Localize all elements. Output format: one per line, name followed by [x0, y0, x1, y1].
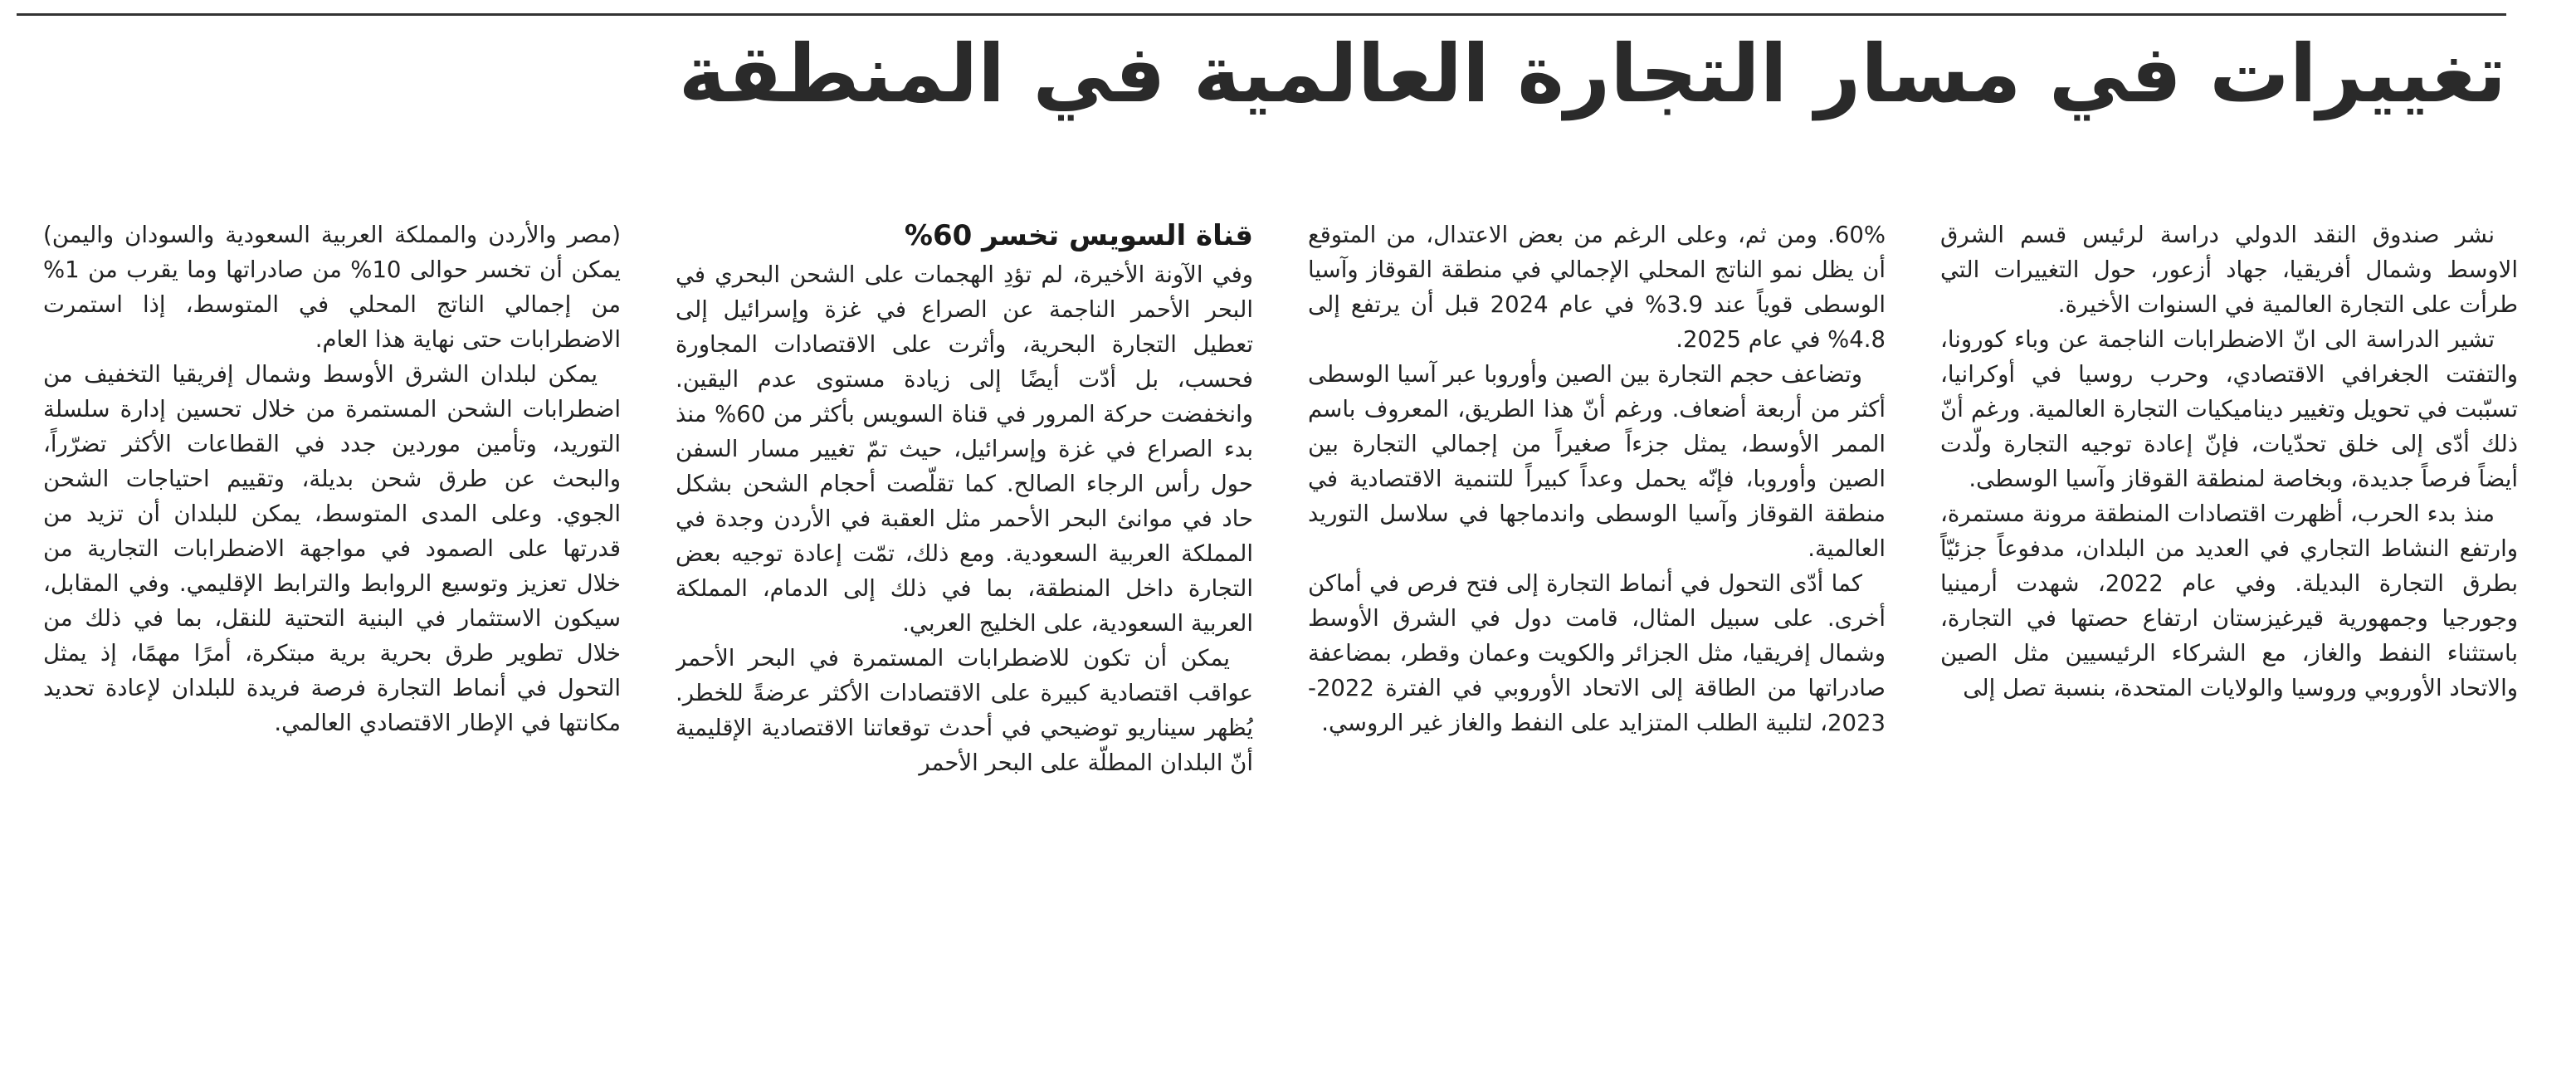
column-1-paragraph-3: منذ بدء الحرب، أظهرت اقتصادات المنطقة مرونة مستمرة، وارتفع النشاط التجاري في العديد من البلدان، مدفوعاً جزئيّاً بطرق التجارة البديلة. وفي عام 2022، شهدت أرمينيا وجورجيا وجمهورية قيرغيزستان ارتفاع حصتها في التجارة، باستثناء النفط والغاز، مع الشركاء الرئيسيين مثل الصين والاتحاد الأوروبي وروسيا والولايات المتحدة، بنسبة تصل إلى — [1940, 501, 2518, 701]
article-column-2 — [1308, 217, 1886, 1081]
article-column-1 — [1940, 217, 2518, 1081]
article-headline: تغييرات في مسار التجارة العالمية في المنطقة — [678, 27, 2506, 120]
column-2-paragraph-2: وتضاعف حجم التجارة بين الصين وأوروبا عبر آسيا الوسطى أكثر من أربعة أضعاف. ورغم أنّ هذا الطريق، المعروف باسم الممر الأوسط، يمثل جزءاً صغيراً من إجمالي التجارة بين الصين وأوروبا، فإنّه يحمل وعداً كبيراً للتنمية الاقتصادية في منطقة القوقاز وآسيا الوسطى واندماجها في سلاسل التوريد العالمية. — [1308, 361, 1886, 562]
column-2-paragraph-3: كما أدّى التحول في أنماط التجارة إلى فتح فرص في أماكن أخرى. على سبيل المثال، قامت دول في الشرق الأوسط وشمال إفريقيا، مثل الجزائر والكويت وعمان وقطر، بمضاعفة صادراتها من الطاقة إلى الاتحاد الأوروبي في الفترة 2022-2023، لتلبية الطلب المتزايد على النفط والغاز غير الروسي. — [1308, 570, 1886, 736]
article-body — [40, 217, 2518, 1081]
section-subheading: قناة السويس تخسر 60% — [904, 219, 1253, 252]
column-4-paragraph-1: (مصر والأردن والمملكة العربية السعودية والسودان واليمن) يمكن أن تخسر حوالى 10% من صادراتها وما يقرب من 1% من إجمالي الناتج المحلي في المتوسط، إذا استمرت الاضطرابات حتى نهاية هذا العام. — [43, 222, 621, 353]
column-1-paragraph-2: تشير الدراسة الى انّ الاضطرابات الناجمة عن وباء كورونا، والتفتت الجغرافي الاقتصادي، وحرب روسيا في أوكرانيا، تسبّبت في تحويل وتغيير ديناميكيات التجارة العالمية. ورغم أنّ ذلك أدّى إلى خلق تحدّيات، فإنّ إعادة توجيه التجارة ولّدت أيضاً فرصاً جديدة، وبخاصة لمنطقة القوقاز وآسيا الوسطى. — [1940, 326, 2518, 492]
column-3-paragraph-1: وفي الآونة الأخيرة، لم تؤدِ الهجمات على الشحن البحري في البحر الأحمر الناجمة عن الصراع في غزة وإسرائيل إلى تعطيل التجارة البحرية، وأثرت على الاقتصادات المجاورة فحسب، بل أدّت أيضًا إلى زيادة مستوى عدم اليقين. وانخفضت حركة المرور في قناة السويس بأكثر من 60% منذ بدء الصراع في غزة وإسرائيل، حيث تمّ تغيير مسار السفن حول رأس الرجاء الصالح. كما تقلّصت أحجام الشحن بشكل حاد في موانئ البحر الأحمر مثل العقبة في الأردن وجدة في المملكة العربية السعودية. ومع ذلك، تمّت إعادة توجيه بعض التجارة داخل المنطقة، بما في ذلك إلى الدمام، المملكة العربية السعودية، على الخليج العربي. — [676, 261, 1253, 637]
top-divider-rule — [17, 13, 2506, 16]
column-2-paragraph-1: 60%. ومن ثم، وعلى الرغم من بعض الاعتدال، من المتوقع أن يظل نمو الناتج المحلي الإجمالي في منطقة القوقاز وآسيا الوسطى قوياً عند 3.9% في عام 2024 قبل أن يرتفع إلى 4.8% في عام 2025. — [1308, 222, 1886, 353]
article-column-4 — [43, 217, 621, 1081]
column-1-paragraph-1: نشر صندوق النقد الدولي دراسة لرئيس قسم الشرق الاوسط وشمال أفريقيا، جهاد أزعور، حول التغييرات التي طرأت على التجارة العالمية في السنوات الأخيرة. — [1940, 222, 2518, 318]
column-3-paragraph-2: يمكن أن تكون للاضطرابات المستمرة في البحر الأحمر عواقب اقتصادية كبيرة على الاقتصادات الأكثر عرضةً للخطر. يُظهر سيناريو توضيحي في أحدث توقعاتنا الاقتصادية الإقليمية أنّ البلدان المطلّة على البحر الأحمر — [676, 645, 1253, 776]
column-4-paragraph-2: يمكن لبلدان الشرق الأوسط وشمال إفريقيا التخفيف من اضطرابات الشحن المستمرة من خلال تحسين إدارة سلسلة التوريد، وتأمين موردين جدد في القطاعات الأكثر تضرّراً، والبحث عن طرق شحن بديلة، وتقييم احتياجات الشحن الجوي. وعلى المدى المتوسط، يمكن للبلدان أن تزيد من قدرتها على الصمود في مواجهة الاضطرابات التجارية من خلال تعزيز وتوسيع الروابط والترابط الإقليمي. وفي المقابل، سيكون الاستثمار في البنية التحتية للنقل، بما في ذلك من خلال تطوير طرق بحرية برية مبتكرة، أمرًا مهمًا، إذ يمثل التحول في أنماط التجارة فرصة فريدة للبلدان لإعادة تحديد مكانتها في الإطار الاقتصادي العالمي. — [43, 361, 621, 736]
article-column-3 — [676, 217, 1253, 1081]
